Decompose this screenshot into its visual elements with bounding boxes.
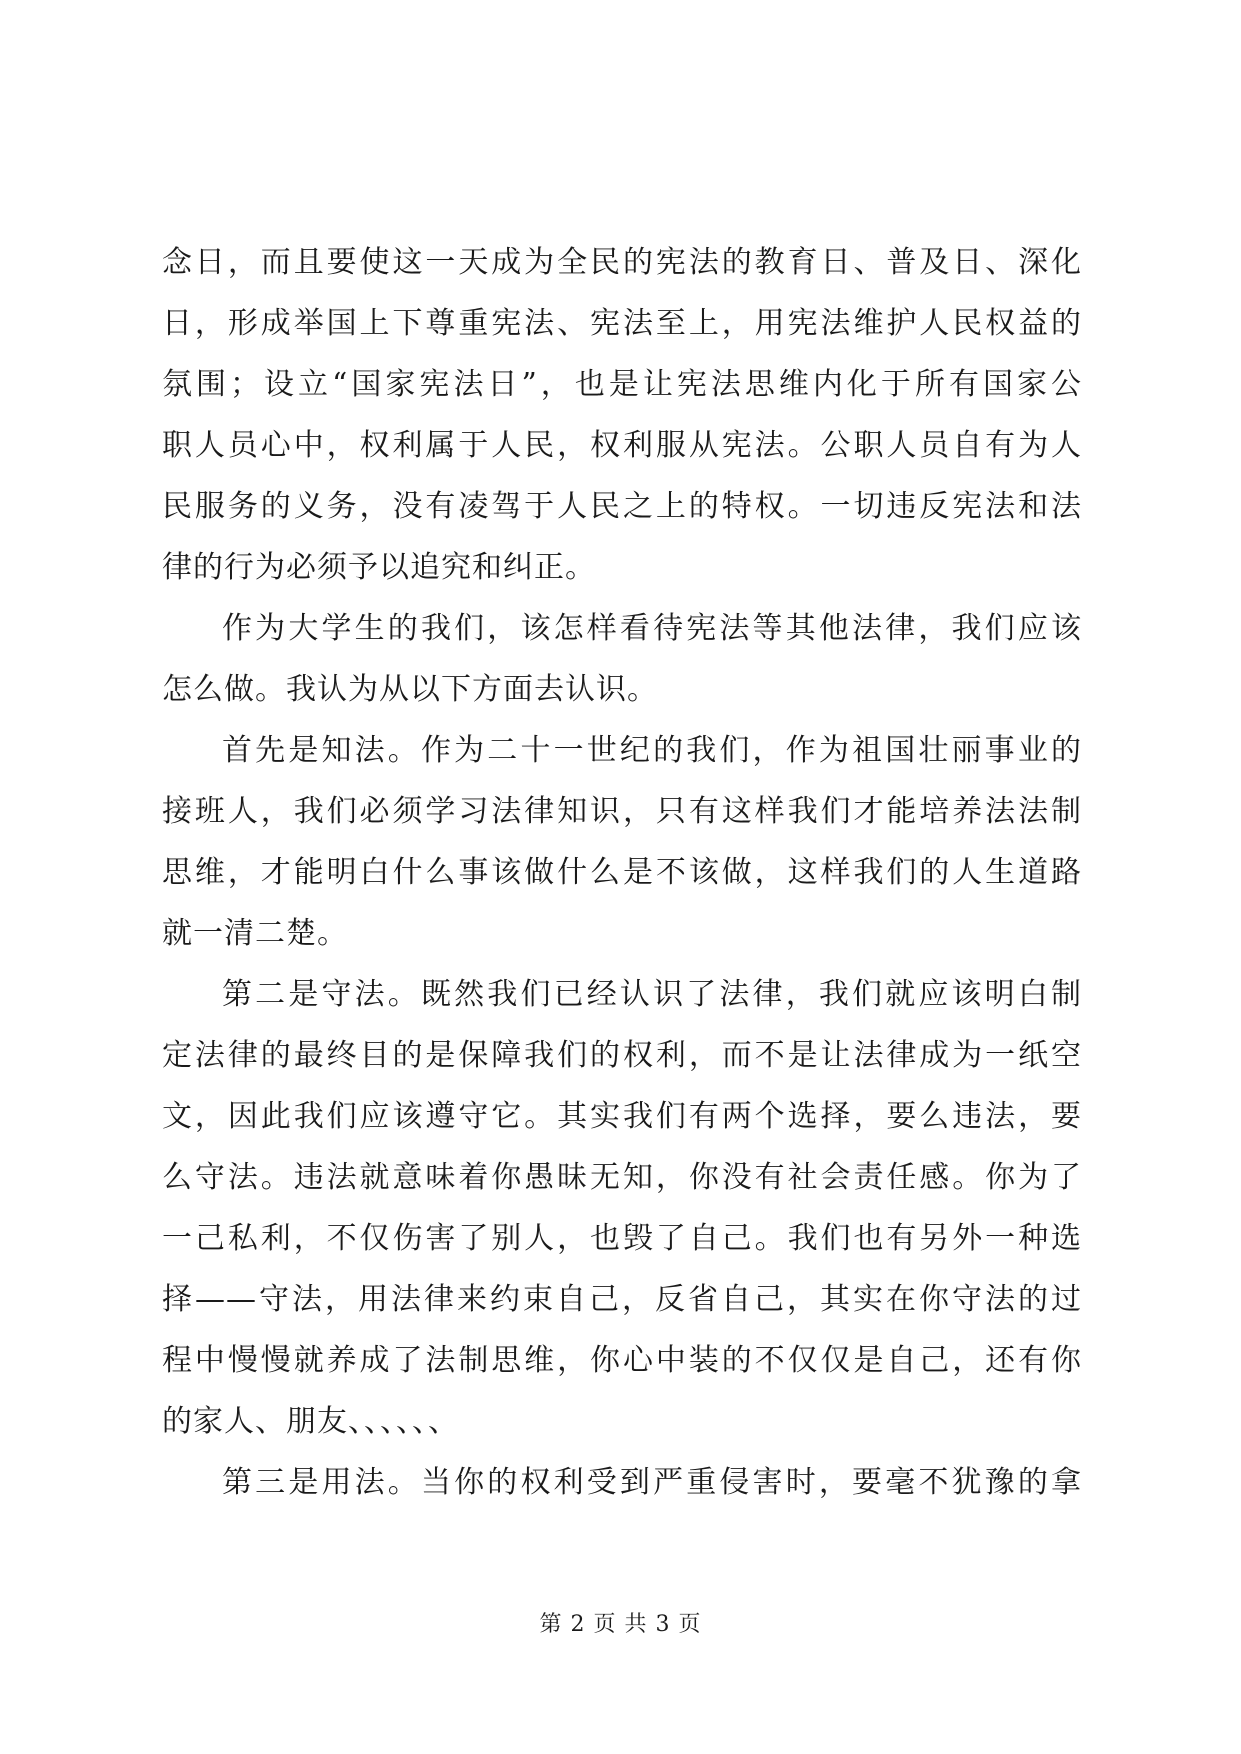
text-line: 作为大学生的我们，该怎样看待宪法等其他法律，我们应该 (222, 611, 1082, 646)
text-line: 就一清二楚。 (162, 916, 348, 951)
paragraph (162, 232, 1082, 598)
paragraph (162, 598, 1082, 720)
text-line: 律的行为必须予以追究和纠正。 (162, 550, 596, 585)
text-line: 的家人、朋友、、、、、、 (162, 1404, 459, 1439)
text-line: 第二是守法。既然我们已经认识了法律，我们就应该明白制 (222, 977, 1082, 1012)
document-body (162, 232, 1082, 1513)
text-line: 么守法。违法就意味着你愚昧无知，你没有社会责任感。你为了 (162, 1160, 1082, 1195)
page-footer: 第 2 页 共 3 页 (539, 1612, 702, 1637)
text-line: 第三是用法。当你的权利受到严重侵害时，要毫不犹豫的拿 (222, 1465, 1082, 1500)
paragraph (162, 1452, 1082, 1513)
text-line: 职人员心中，权利属于人民，权利服从宪法。公职人员自有为人 (162, 428, 1082, 463)
text-line: 程中慢慢就养成了法制思维，你心中装的不仅仅是自己，还有你 (162, 1343, 1082, 1378)
text-line: 首先是知法。作为二十一世纪的我们，作为祖国壮丽事业的 (222, 733, 1082, 768)
text-line: 定法律的最终目的是保障我们的权利，而不是让法律成为一纸空 (162, 1038, 1082, 1073)
paragraph (162, 964, 1082, 1452)
text-line: 接班人，我们必须学习法律知识，只有这样我们才能培养法法制 (162, 794, 1082, 829)
text-line: 文，因此我们应该遵守它。其实我们有两个选择，要么违法，要 (162, 1099, 1082, 1134)
text-line: 氛围；设立“国家宪法日”，也是让宪法思维内化于所有国家公 (162, 367, 1082, 402)
paragraph (162, 720, 1082, 964)
text-line: 思维，才能明白什么事该做什么是不该做，这样我们的人生道路 (162, 855, 1082, 890)
text-line: 民服务的义务，没有凌驾于人民之上的特权。一切违反宪法和法 (162, 489, 1082, 524)
text-line: 怎么做。我认为从以下方面去认识。 (162, 672, 658, 707)
text-line: 一己私利，不仅伤害了别人，也毁了自己。我们也有另外一种选 (162, 1221, 1082, 1256)
text-line: 念日，而且要使这一天成为全民的宪法的教育日、普及日、深化 (162, 245, 1082, 280)
text-line: 日，形成举国上下尊重宪法、宪法至上，用宪法维护人民权益的 (162, 306, 1082, 341)
text-line: 择——守法，用法律来约束自己，反省自己，其实在你守法的过 (162, 1282, 1082, 1317)
